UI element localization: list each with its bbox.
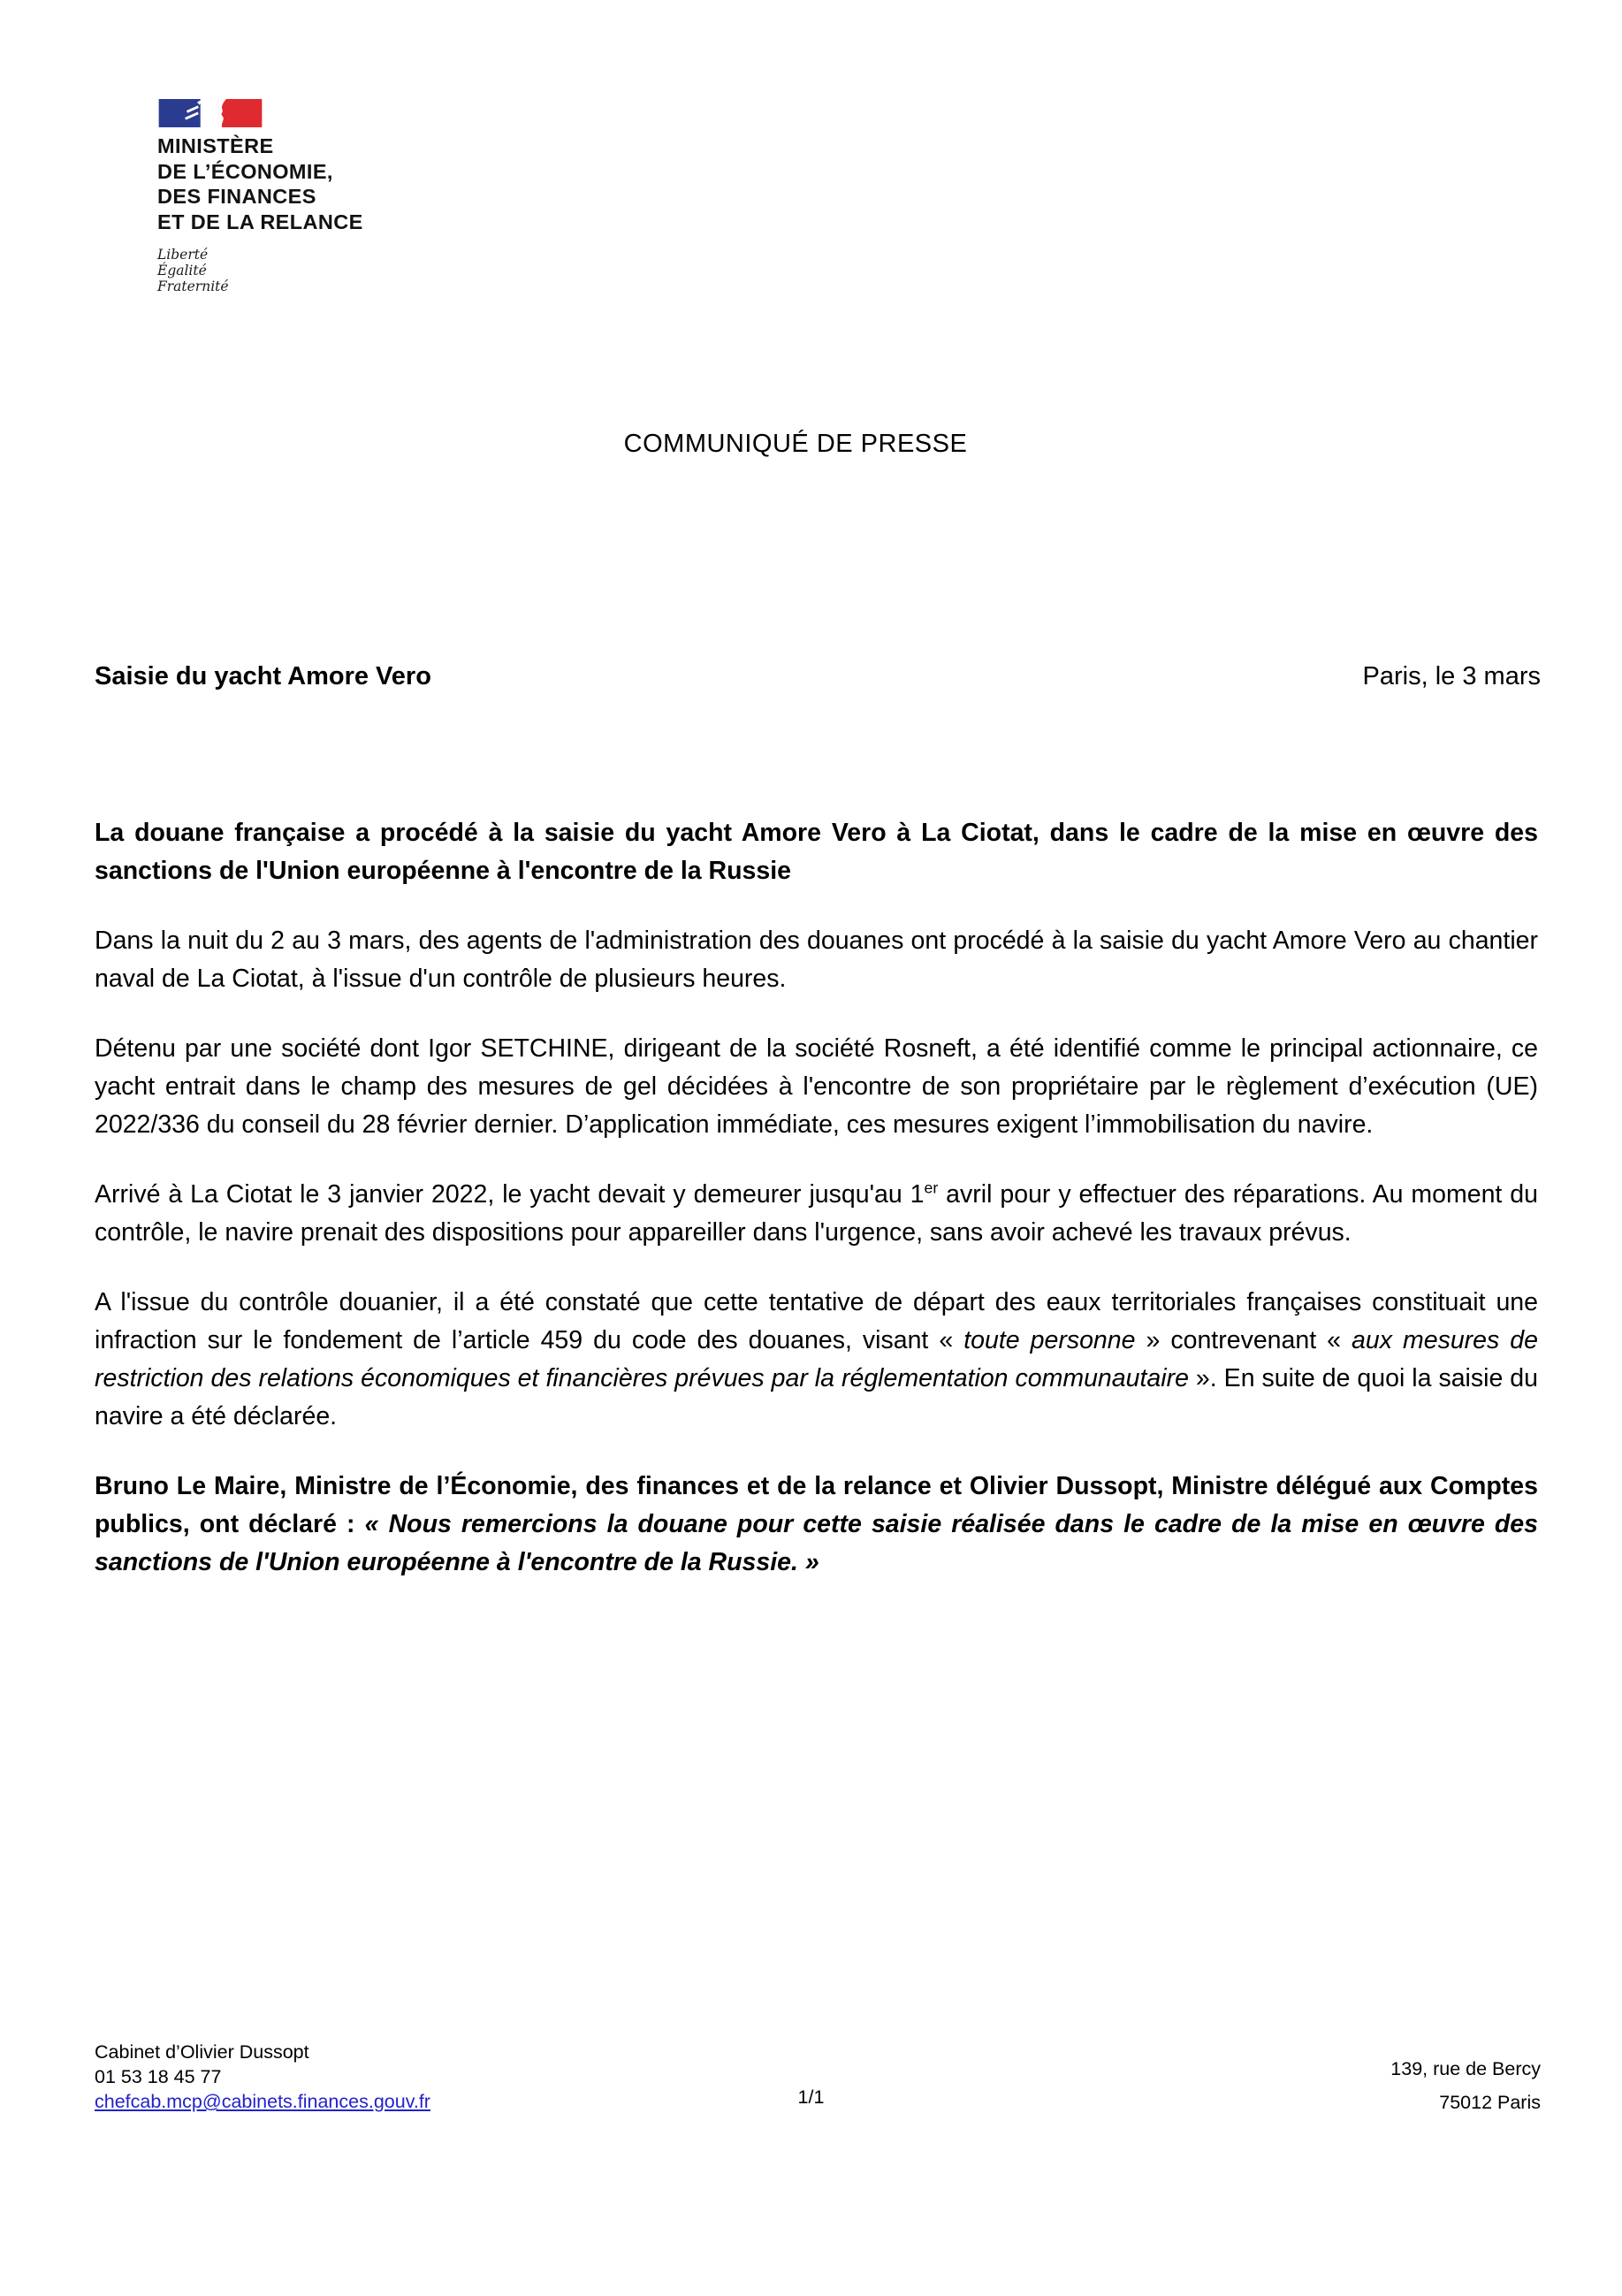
french-flag-marianne-icon: [157, 99, 263, 127]
paragraph-segment: Bruno Le Maire, Ministre de l’Économie, des finances et de la relance et Olivier Dussopt, Ministre délégué aux Comptes publics, ont déclaré :: [95, 1472, 1538, 1538]
ministry-logo: [157, 99, 363, 294]
paragraph-segment: ». En suite de quoi la saisie du navire a été déclarée.: [95, 1364, 1538, 1430]
paragraph-segment: aux mesures de restriction des relations économiques et financières prévues par la réglementation communautaire: [95, 1326, 1538, 1392]
paragraph-segment: toute personne: [963, 1326, 1136, 1354]
paragraph: [95, 1176, 1538, 1252]
paragraph-segment: Dans la nuit du 2 au 3 mars, des agents de l'administration des douanes ont procédé à la saisie du yacht Amore Vero au chantier naval de La Ciotat, à l'issue d'un contrôle de plusieurs heures.: [95, 927, 1538, 993]
paragraph-segment: A l'issue du contrôle douanier, il a été constaté que cette tentative de départ des eaux territoriales françaises constituait une infraction sur le fondement de l’article 459 du code des douanes, visant «: [95, 1288, 1538, 1354]
dateline: Paris, le 3 mars: [1362, 662, 1541, 690]
document-title: Saisie du yacht Amore Vero: [95, 662, 431, 690]
ministry-name-line: DES FINANCES: [157, 185, 316, 208]
contact-phone: 01 53 18 45 77: [95, 2066, 222, 2087]
paragraph-segment: « Nous remercions la douane pour cette saisie réalisée dans le cadre de la mise en œuvre des sanctions de l'Union européenne à l'encontre de la Russie. »: [95, 1510, 1538, 1576]
paragraph: [95, 1468, 1538, 1582]
page-number: 1/1: [797, 2086, 825, 2108]
address-line: 139, rue de Bercy: [1390, 2058, 1541, 2079]
ministry-name: [157, 133, 363, 234]
paragraph: [95, 1030, 1538, 1144]
paragraph-segment: Détenu par une société dont Igor SETCHINE, dirigeant de la société Rosneft, a été identifié comme le principal actionnaire, ce yacht entrait dans le champ des mesures de gel décidées à l'encontre de son propriétaire par le règlement d’exécution (UE) 2022/336 du conseil du 28 février dernier. D’application immédiate, ces mesures exigent l’immobilisation du navire.: [95, 1034, 1538, 1139]
paragraph-segment: er: [924, 1179, 939, 1197]
paragraph-segment: avril pour y effectuer des réparations. Au moment du contrôle, le navire prenait des dispositions pour appareiller dans l'urgence, sans avoir achevé les travaux prévus.: [95, 1180, 1538, 1247]
paragraph: [95, 1284, 1538, 1436]
paragraph-segment: Arrivé à La Ciotat le 3 janvier 2022, le yacht devait y demeurer jusqu'au 1: [95, 1180, 925, 1209]
motto-line: Égalité: [157, 263, 207, 278]
motto-line: Liberté: [157, 247, 209, 263]
paragraph: [95, 814, 1538, 890]
body-paragraphs: [95, 814, 1538, 1613]
footer-address-block: [1390, 2052, 1541, 2119]
paragraph-segment: » contrevenant «: [1135, 1326, 1352, 1354]
ministry-name-line: ET DE LA RELANCE: [157, 210, 363, 233]
title-row: [95, 662, 1541, 691]
paragraph-segment: La douane française a procédé à la saisie du yacht Amore Vero à La Ciotat, dans le cadre de la mise en œuvre des sanctions de l'Union européenne à l'encontre de la Russie: [95, 819, 1538, 885]
contact-name: Cabinet d’Olivier Dussopt: [95, 2041, 309, 2063]
footer-contact-block: [95, 2040, 430, 2114]
paragraph: [95, 922, 1538, 998]
press-release-heading: COMMUNIQUÉ DE PRESSE: [623, 430, 968, 458]
ministry-name-line: MINISTÈRE: [157, 134, 274, 157]
ministry-name-line: DE L’ÉCONOMIE,: [157, 159, 333, 183]
motto-line: Fraternité: [157, 278, 229, 294]
republic-motto: [157, 247, 363, 294]
contact-email-link[interactable]: chefcab.mcp@cabinets.finances.gouv.fr: [95, 2091, 430, 2112]
address-line: 75012 Paris: [1439, 2092, 1541, 2113]
